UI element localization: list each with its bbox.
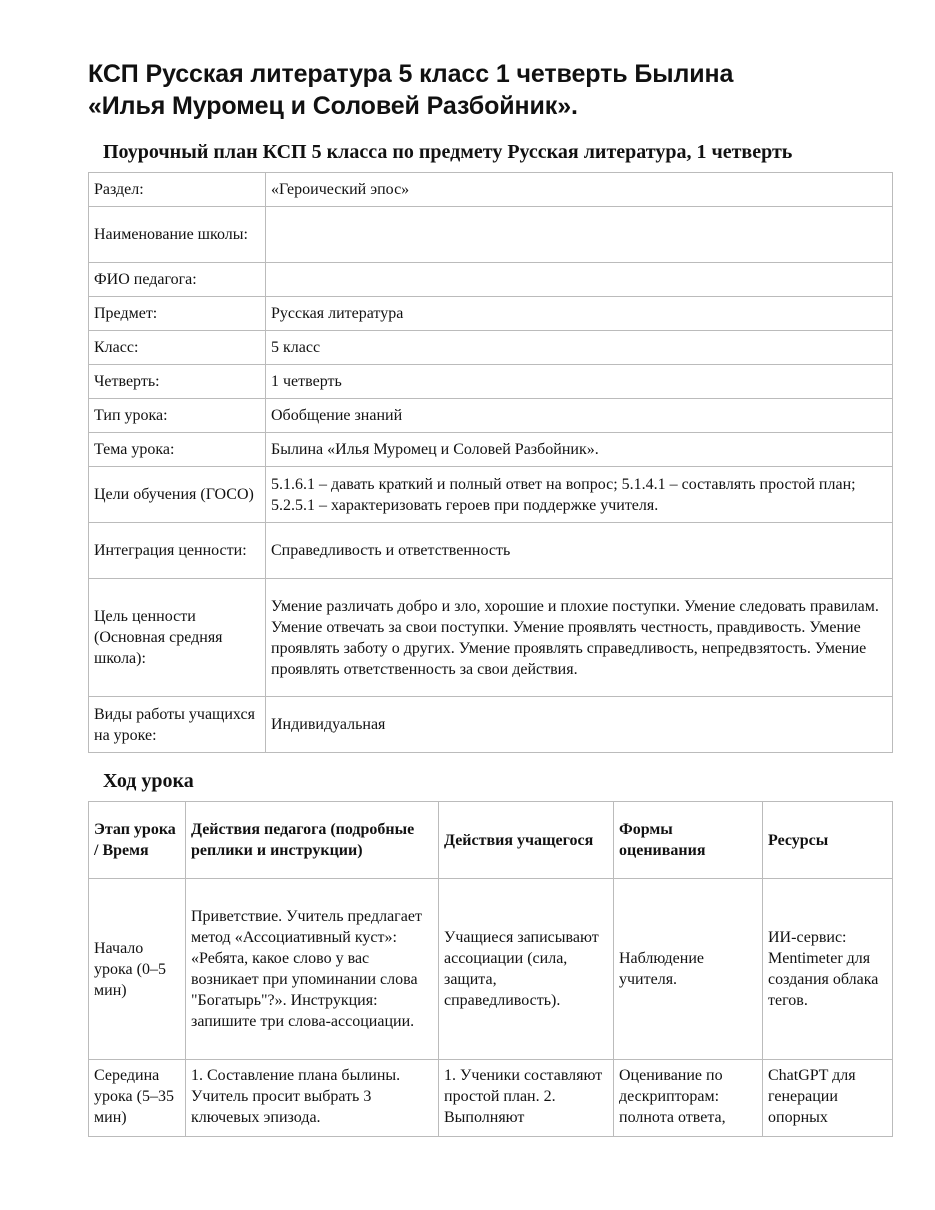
row-value (266, 207, 893, 263)
row-value: Индивидуальная (266, 697, 893, 753)
row-label: Тема урока: (89, 433, 266, 467)
cell-student: Учащиеся записывают ассоциации (сила, защита, справедливость). (439, 879, 614, 1060)
row-label: Раздел: (89, 173, 266, 207)
document-title-line-1: КСП Русская литература 5 класс 1 четверть Былина (88, 60, 734, 88)
row-label: Предмет: (89, 297, 266, 331)
row-label: Наименование школы: (89, 207, 266, 263)
column-header-teacher: Действия педагога (подробные реплики и инструкции) (186, 802, 439, 879)
cell-resources: ИИ-сервис: Mentimeter для создания облака тегов. (763, 879, 893, 1060)
row-value: Русская литература (266, 297, 893, 331)
row-label: Виды работы учащихся на уроке: (89, 697, 266, 753)
table-row (89, 207, 893, 263)
column-header-assessment: Формы оценивания (614, 802, 763, 879)
lesson-heading: Ход урока (103, 770, 194, 792)
row-label: Класс: (89, 331, 266, 365)
table-row (89, 399, 893, 433)
table-row (89, 331, 893, 365)
row-label: ФИО педагога: (89, 263, 266, 297)
row-label: Тип урока: (89, 399, 266, 433)
plan-info-table (88, 172, 893, 753)
column-header-student: Действия учащегося (439, 802, 614, 879)
table-row (89, 697, 893, 753)
row-value: 1 четверть (266, 365, 893, 399)
row-value: Умение различать добро и зло, хорошие и плохие поступки. Умение следовать правилам. Умение отвечать за свои поступки. Умение проявлять честность, правдивость. Умение проявлять заботу о других. Умение проявлять справедливость, непредвзятость. Умение проявлять ответственность за свои действия. (266, 579, 893, 697)
table-header-row (89, 802, 893, 879)
document-title (88, 58, 893, 122)
table-row (89, 1060, 893, 1137)
table-row (89, 523, 893, 579)
table-row (89, 579, 893, 697)
table-row (89, 263, 893, 297)
cell-teacher: Приветствие. Учитель предлагает метод «Ассоциативный куст»: «Ребята, какое слово у вас возникает при упоминании слова "Богатырь"?». Инструкция: запишите три слова-ассоциации. (186, 879, 439, 1060)
table-row (89, 879, 893, 1060)
row-value: Справедливость и ответственность (266, 523, 893, 579)
table-row (89, 365, 893, 399)
column-header-stage: Этап урока / Время (89, 802, 186, 879)
cell-stage: Середина урока (5–35 мин) (89, 1060, 186, 1137)
row-value: 5.1.6.1 – давать краткий и полный ответ на вопрос; 5.1.4.1 – составлять простой план; 5.2.5.1 – характеризовать героев при поддержке учителя. (266, 467, 893, 523)
row-label: Цель ценности (Основная средняя школа): (89, 579, 266, 697)
table-row (89, 433, 893, 467)
row-label: Цели обучения (ГОСО) (89, 467, 266, 523)
row-value: «Героический эпос» (266, 173, 893, 207)
row-value: 5 класс (266, 331, 893, 365)
row-value: Обобщение знаний (266, 399, 893, 433)
row-label: Интеграция ценности: (89, 523, 266, 579)
row-label: Четверть: (89, 365, 266, 399)
table-row (89, 467, 893, 523)
plan-heading: Поурочный план КСП 5 класса по предмету Русская литература, 1 четверть (103, 141, 793, 163)
cell-assessment: Оценивание по дескрипторам: полнота ответа, (614, 1060, 763, 1137)
cell-resources: ChatGPT для генерации опорных (763, 1060, 893, 1137)
document-title-line-2: «Илья Муромец и Соловей Разбойник». (88, 92, 578, 120)
document-page (88, 58, 893, 1137)
cell-teacher: 1. Составление плана былины. Учитель просит выбрать 3 ключевых эпизода. (186, 1060, 439, 1137)
cell-student: 1. Ученики составляют простой план. 2. Выполняют (439, 1060, 614, 1137)
row-value (266, 263, 893, 297)
lesson-table (88, 801, 893, 1137)
table-row (89, 297, 893, 331)
table-row (89, 173, 893, 207)
cell-stage: Начало урока (0–5 мин) (89, 879, 186, 1060)
column-header-resources: Ресурсы (763, 802, 893, 879)
cell-assessment: Наблюдение учителя. (614, 879, 763, 1060)
row-value: Былина «Илья Муромец и Соловей Разбойник». (266, 433, 893, 467)
